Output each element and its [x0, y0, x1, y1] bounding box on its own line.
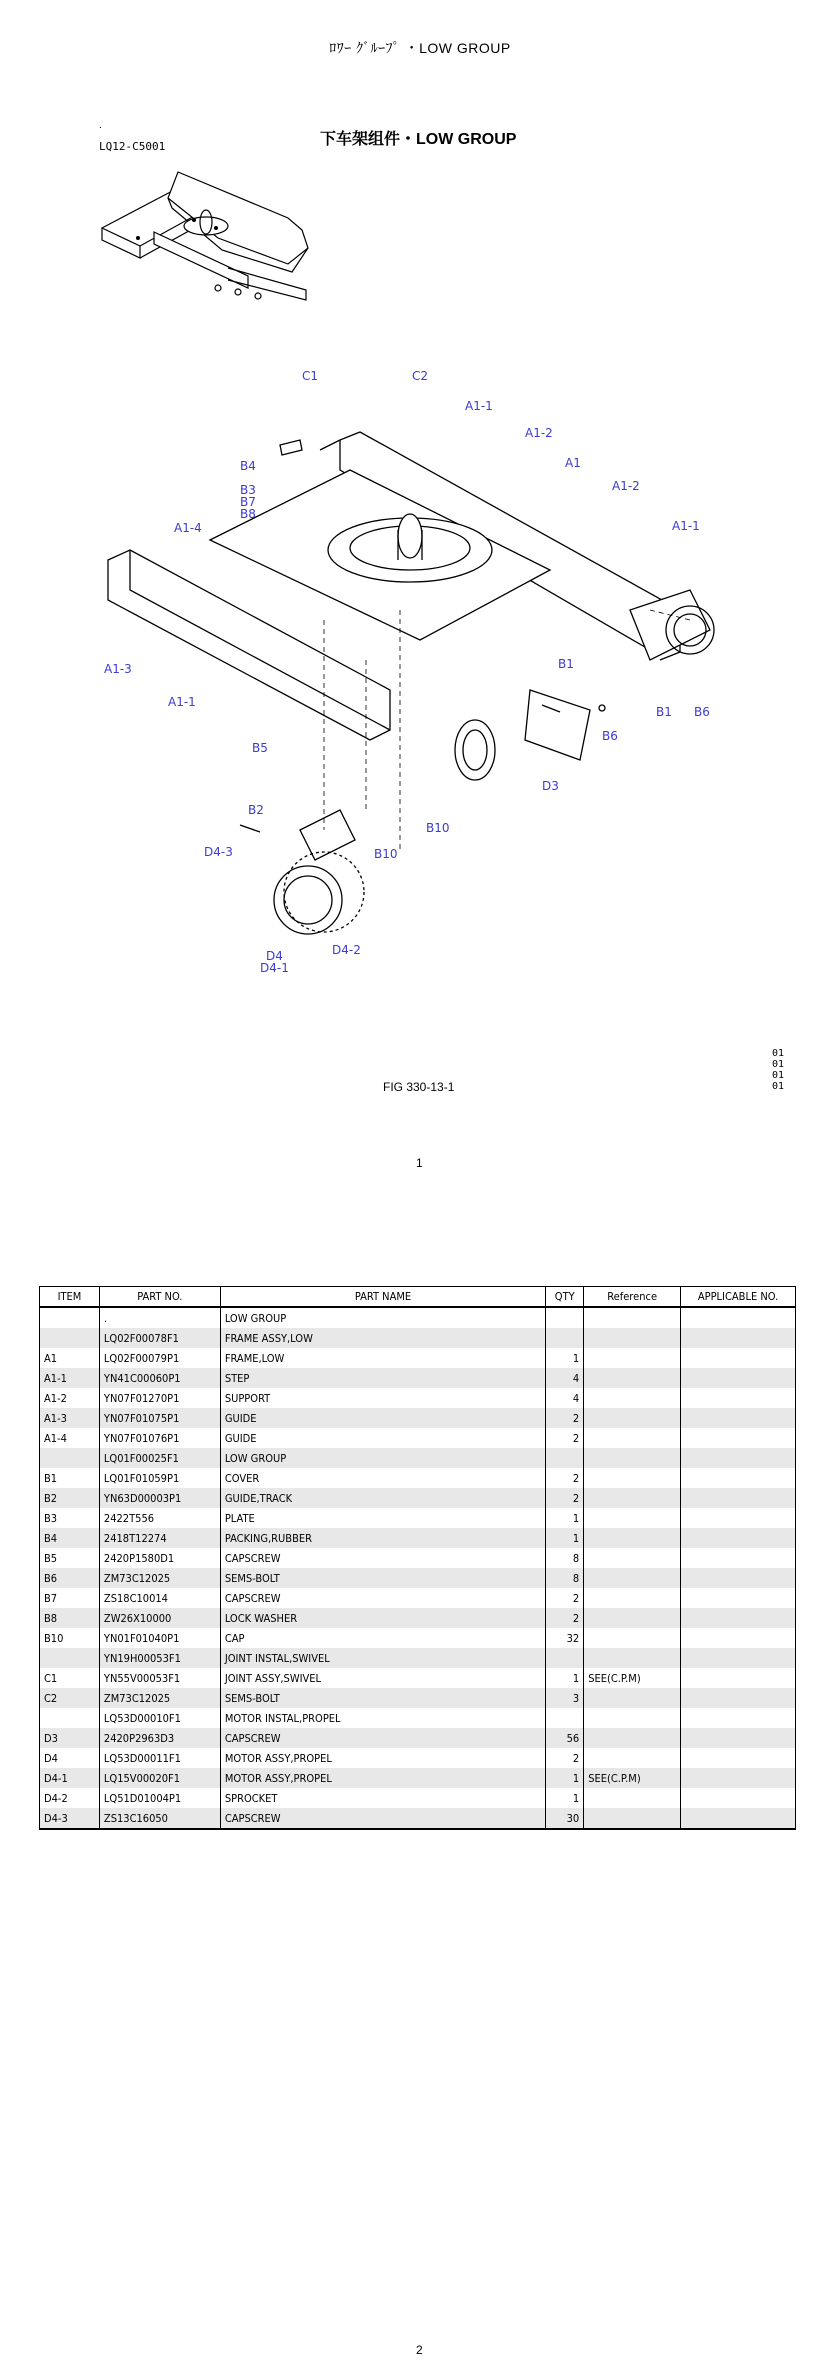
item-cell: B8	[40, 1608, 100, 1628]
qty-cell: 1	[546, 1768, 584, 1788]
item-cell: A1-3	[40, 1408, 100, 1428]
part-name-cell: GUIDE	[220, 1428, 545, 1448]
part-name-cell: JOINT ASSY,SWIVEL	[220, 1668, 545, 1688]
revision-mark: 01	[772, 1059, 785, 1070]
part-name-cell: SPROCKET	[220, 1788, 545, 1808]
applicable-cell	[681, 1468, 796, 1488]
qty-cell: 1	[546, 1528, 584, 1548]
part-no-cell: 2420P1580D1	[99, 1548, 220, 1568]
item-cell: B7	[40, 1588, 100, 1608]
table-row	[40, 1568, 796, 1588]
qty-cell: 4	[546, 1388, 584, 1408]
table-row	[40, 1708, 796, 1728]
item-cell: B3	[40, 1508, 100, 1528]
reference-cell	[584, 1488, 681, 1508]
header-item: ITEM	[40, 1287, 100, 1308]
qty-cell: 4	[546, 1368, 584, 1388]
item-cell	[40, 1307, 100, 1328]
parts-table	[39, 1286, 796, 1830]
part-name-cell: GUIDE,TRACK	[220, 1488, 545, 1508]
part-name-cell: SUPPORT	[220, 1388, 545, 1408]
table-row	[40, 1648, 796, 1668]
qty-cell	[546, 1307, 584, 1328]
applicable-cell	[681, 1307, 796, 1328]
qty-cell	[546, 1328, 584, 1348]
applicable-cell	[681, 1528, 796, 1548]
page-number-2: 2	[416, 2343, 423, 2357]
callout-c2: C2	[412, 369, 429, 383]
applicable-cell	[681, 1388, 796, 1408]
qty-cell: 2	[546, 1588, 584, 1608]
reference-cell	[584, 1307, 681, 1328]
reference-cell	[584, 1368, 681, 1388]
part-no-cell: ZS18C10014	[99, 1588, 220, 1608]
qty-cell: 32	[546, 1628, 584, 1648]
part-no-cell: LQ15V00020F1	[99, 1768, 220, 1788]
qty-cell: 2	[546, 1748, 584, 1768]
item-cell: C2	[40, 1688, 100, 1708]
qty-cell: 2	[546, 1488, 584, 1508]
part-name-cell: SEMS-BOLT	[220, 1688, 545, 1708]
part-no-cell: ZM73C12025	[99, 1568, 220, 1588]
part-no-cell: YN19H00053F1	[99, 1648, 220, 1668]
reference-cell	[584, 1468, 681, 1488]
applicable-cell	[681, 1808, 796, 1829]
part-name-cell: FRAME,LOW	[220, 1348, 545, 1368]
callout-b7: B7	[240, 495, 256, 509]
page-header: ﾛﾜｰ ｸﾞﾙｰﾌﾟ ・LOW GROUP	[329, 40, 511, 56]
qty-cell: 56	[546, 1728, 584, 1748]
thumbnail-illustration	[98, 168, 328, 318]
part-name-cell: GUIDE	[220, 1408, 545, 1428]
item-cell: D4-1	[40, 1768, 100, 1788]
item-cell	[40, 1708, 100, 1728]
part-name-cell: CAPSCREW	[220, 1588, 545, 1608]
applicable-cell	[681, 1428, 796, 1448]
figure-dot: .	[99, 120, 102, 131]
reference-cell	[584, 1628, 681, 1648]
figure-caption: FIG 330-13-1	[383, 1080, 455, 1094]
reference-cell	[584, 1428, 681, 1448]
applicable-cell	[681, 1648, 796, 1668]
callout-d3: D3	[542, 779, 559, 793]
reference-cell	[584, 1788, 681, 1808]
qty-cell	[546, 1708, 584, 1728]
figure-code: LQ12-C5001	[99, 140, 166, 153]
item-cell	[40, 1448, 100, 1468]
callout-b1b: B1	[656, 705, 672, 719]
part-no-cell: LQ02F00079P1	[99, 1348, 220, 1368]
table-row	[40, 1368, 796, 1388]
part-no-cell: YN55V00053F1	[99, 1668, 220, 1688]
part-no-cell: LQ53D00010F1	[99, 1708, 220, 1728]
table-row	[40, 1668, 796, 1688]
item-cell	[40, 1648, 100, 1668]
table-row	[40, 1528, 796, 1548]
item-cell: B2	[40, 1488, 100, 1508]
callout-b2: B2	[248, 803, 264, 817]
table-row	[40, 1628, 796, 1648]
table-row	[40, 1428, 796, 1448]
applicable-cell	[681, 1568, 796, 1588]
part-no-cell: 2422T556	[99, 1508, 220, 1528]
part-no-cell: .	[99, 1307, 220, 1328]
reference-cell	[584, 1648, 681, 1668]
callout-b4: B4	[240, 459, 256, 473]
item-cell: B6	[40, 1568, 100, 1588]
part-no-cell: YN63D00003P1	[99, 1488, 220, 1508]
part-no-cell: 2418T12274	[99, 1528, 220, 1548]
part-name-cell: PACKING,RUBBER	[220, 1528, 545, 1548]
callout-a1-1c: A1-1	[168, 695, 196, 709]
header-applicable-no: APPLICABLE NO.	[681, 1287, 796, 1308]
figure-title: 下车架组件・LOW GROUP	[320, 131, 517, 148]
applicable-cell	[681, 1588, 796, 1608]
applicable-cell	[681, 1368, 796, 1388]
item-cell: B4	[40, 1528, 100, 1548]
part-name-cell: LOW GROUP	[220, 1448, 545, 1468]
table-row	[40, 1508, 796, 1528]
qty-cell: 2	[546, 1428, 584, 1448]
callout-b10b: B10	[374, 847, 398, 861]
part-name-cell: CAPSCREW	[220, 1548, 545, 1568]
part-no-cell: 2420P2963D3	[99, 1728, 220, 1748]
applicable-cell	[681, 1668, 796, 1688]
part-name-cell: CAP	[220, 1628, 545, 1648]
part-name-cell: LOCK WASHER	[220, 1608, 545, 1628]
reference-cell	[584, 1748, 681, 1768]
callout-b3: B3	[240, 483, 256, 497]
reference-cell: SEE(C.P.M)	[584, 1768, 681, 1788]
applicable-cell	[681, 1728, 796, 1748]
table-row	[40, 1608, 796, 1628]
applicable-cell	[681, 1448, 796, 1468]
part-no-cell: LQ01F01059P1	[99, 1468, 220, 1488]
callout-a1-2: A1-2	[525, 426, 553, 440]
applicable-cell	[681, 1608, 796, 1628]
reference-cell	[584, 1528, 681, 1548]
applicable-cell	[681, 1348, 796, 1368]
reference-cell	[584, 1548, 681, 1568]
item-cell: B5	[40, 1548, 100, 1568]
table-row	[40, 1768, 796, 1788]
item-cell: D4-3	[40, 1808, 100, 1829]
table-row	[40, 1388, 796, 1408]
callout-a1: A1	[565, 456, 581, 470]
item-cell: A1-1	[40, 1368, 100, 1388]
table-row	[40, 1348, 796, 1368]
part-no-cell: LQ53D00011F1	[99, 1748, 220, 1768]
item-cell: D4	[40, 1748, 100, 1768]
reference-cell	[584, 1448, 681, 1468]
part-name-cell: CAPSCREW	[220, 1728, 545, 1748]
qty-cell: 1	[546, 1508, 584, 1528]
part-no-cell: ZM73C12025	[99, 1688, 220, 1708]
part-no-cell: ZW26X10000	[99, 1608, 220, 1628]
applicable-cell	[681, 1488, 796, 1508]
callout-b6: B6	[602, 729, 618, 743]
qty-cell: 2	[546, 1608, 584, 1628]
qty-cell: 8	[546, 1568, 584, 1588]
part-name-cell: STEP	[220, 1368, 545, 1388]
part-no-cell: ZS13C16050	[99, 1808, 220, 1829]
reference-cell	[584, 1568, 681, 1588]
callout-b5: B5	[252, 741, 268, 755]
callout-d4-3: D4-3	[204, 845, 233, 859]
part-name-cell: CAPSCREW	[220, 1808, 545, 1829]
reference-cell	[584, 1408, 681, 1428]
item-cell: A1-4	[40, 1428, 100, 1448]
table-row	[40, 1688, 796, 1708]
callout-b10: B10	[426, 821, 450, 835]
part-name-cell: MOTOR ASSY,PROPEL	[220, 1748, 545, 1768]
parts-table-body	[40, 1307, 796, 1829]
part-name-cell: LOW GROUP	[220, 1307, 545, 1328]
reference-cell	[584, 1508, 681, 1528]
revision-mark: 01	[772, 1048, 785, 1059]
item-cell: B1	[40, 1468, 100, 1488]
qty-cell: 3	[546, 1688, 584, 1708]
table-row	[40, 1328, 796, 1348]
applicable-cell	[681, 1708, 796, 1728]
table-row	[40, 1448, 796, 1468]
applicable-cell	[681, 1688, 796, 1708]
part-no-cell: YN41C00060P1	[99, 1368, 220, 1388]
reference-cell: SEE(C.P.M)	[584, 1668, 681, 1688]
table-row	[40, 1788, 796, 1808]
exploded-diagram	[90, 360, 770, 1000]
callout-a1-3: A1-3	[104, 662, 132, 676]
qty-cell: 8	[546, 1548, 584, 1568]
reference-cell	[584, 1588, 681, 1608]
qty-cell: 2	[546, 1408, 584, 1428]
part-no-cell: YN07F01270P1	[99, 1388, 220, 1408]
qty-cell	[546, 1648, 584, 1668]
header-part-no: PART NO.	[99, 1287, 220, 1308]
part-name-cell: COVER	[220, 1468, 545, 1488]
applicable-cell	[681, 1748, 796, 1768]
table-header-row	[40, 1287, 796, 1308]
callout-a1-4: A1-4	[174, 521, 202, 535]
header-part-name: PART NAME	[220, 1287, 545, 1308]
item-cell: A1-2	[40, 1388, 100, 1408]
applicable-cell	[681, 1508, 796, 1528]
header-reference: Reference	[584, 1287, 681, 1308]
table-row	[40, 1728, 796, 1748]
item-cell: C1	[40, 1668, 100, 1688]
callout-d4-1: D4-1	[260, 961, 289, 975]
qty-cell: 1	[546, 1788, 584, 1808]
callout-b1: B1	[558, 657, 574, 671]
callout-a1-2b: A1-2	[612, 479, 640, 493]
callout-d4: D4	[266, 949, 283, 963]
table-row	[40, 1307, 796, 1328]
part-name-cell: MOTOR ASSY,PROPEL	[220, 1768, 545, 1788]
reference-cell	[584, 1608, 681, 1628]
table-row	[40, 1748, 796, 1768]
callout-b6b: B6	[694, 705, 710, 719]
item-cell: D3	[40, 1728, 100, 1748]
qty-cell: 1	[546, 1348, 584, 1368]
item-cell: B10	[40, 1628, 100, 1648]
part-name-cell: FRAME ASSY,LOW	[220, 1328, 545, 1348]
callout-a1-1: A1-1	[465, 399, 493, 413]
header-qty: QTY	[546, 1287, 584, 1308]
callout-a1-1b: A1-1	[672, 519, 700, 533]
reference-cell	[584, 1708, 681, 1728]
reference-cell	[584, 1348, 681, 1368]
reference-cell	[584, 1688, 681, 1708]
revision-mark: 01	[772, 1070, 785, 1081]
reference-cell	[584, 1808, 681, 1829]
table-row	[40, 1408, 796, 1428]
table-row	[40, 1468, 796, 1488]
part-name-cell: SEMS-BOLT	[220, 1568, 545, 1588]
table-row	[40, 1808, 796, 1829]
item-cell: D4-2	[40, 1788, 100, 1808]
applicable-cell	[681, 1548, 796, 1568]
revision-mark: 01	[772, 1081, 785, 1092]
table-row	[40, 1588, 796, 1608]
page-number: 1	[416, 1156, 423, 1170]
part-name-cell: PLATE	[220, 1508, 545, 1528]
callout-b8: B8	[240, 507, 256, 521]
part-no-cell: LQ02F00078F1	[99, 1328, 220, 1348]
part-no-cell: LQ51D01004P1	[99, 1788, 220, 1808]
qty-cell: 30	[546, 1808, 584, 1829]
applicable-cell	[681, 1768, 796, 1788]
applicable-cell	[681, 1408, 796, 1428]
part-no-cell: LQ01F00025F1	[99, 1448, 220, 1468]
part-no-cell: YN01F01040P1	[99, 1628, 220, 1648]
reference-cell	[584, 1328, 681, 1348]
reference-cell	[584, 1728, 681, 1748]
qty-cell	[546, 1448, 584, 1468]
qty-cell: 1	[546, 1668, 584, 1688]
applicable-cell	[681, 1328, 796, 1348]
applicable-cell	[681, 1788, 796, 1808]
item-cell: A1	[40, 1348, 100, 1368]
item-cell	[40, 1328, 100, 1348]
part-no-cell: YN07F01076P1	[99, 1428, 220, 1448]
qty-cell: 2	[546, 1468, 584, 1488]
part-name-cell: MOTOR INSTAL,PROPEL	[220, 1708, 545, 1728]
table-row	[40, 1488, 796, 1508]
callout-c1: C1	[302, 369, 319, 383]
part-no-cell: YN07F01075P1	[99, 1408, 220, 1428]
part-name-cell: JOINT INSTAL,SWIVEL	[220, 1648, 545, 1668]
applicable-cell	[681, 1628, 796, 1648]
table-row	[40, 1548, 796, 1568]
callout-d4-2: D4-2	[332, 943, 361, 957]
reference-cell	[584, 1388, 681, 1408]
